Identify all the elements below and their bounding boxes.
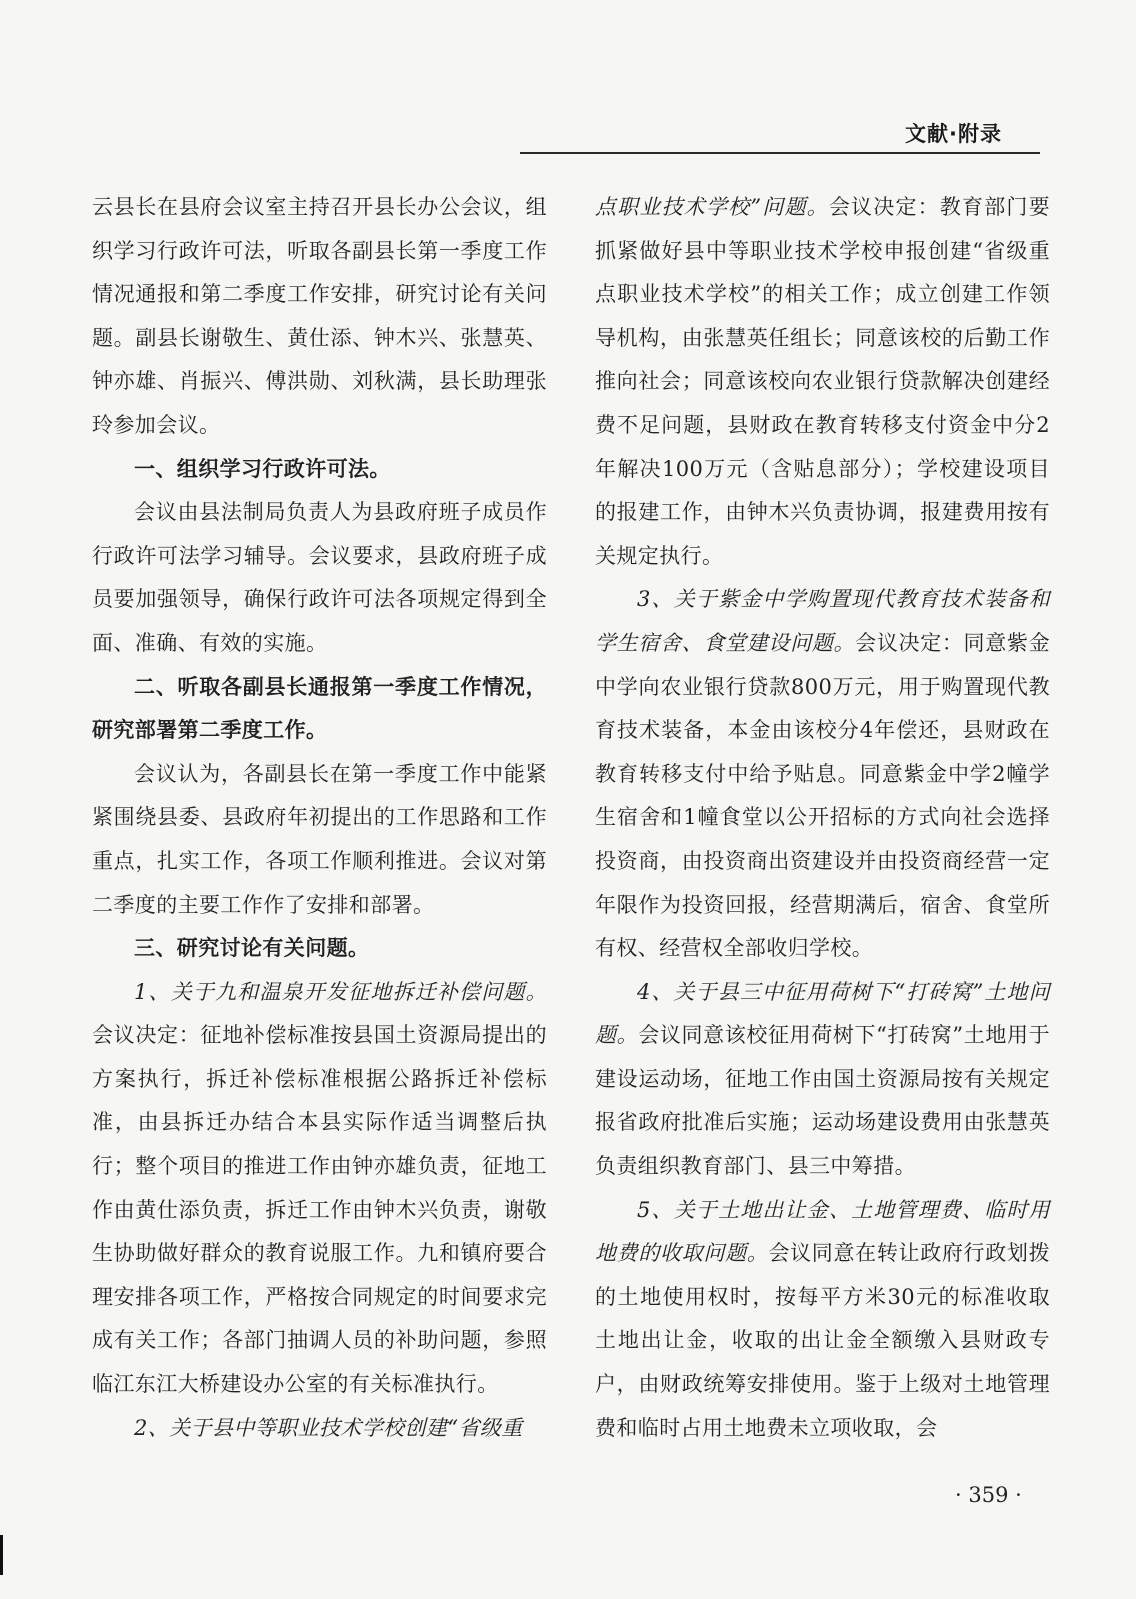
- left-column: [92, 186, 547, 1450]
- paragraph-law-study: 会议由县法制局负责人为县政府班子成员作行政许可法学习辅导。会议要求，县政府班子成员要加强领导，确保行政许可法各项规定得到全面、准确、有效的实施。: [92, 500, 547, 655]
- page-number: · 359 ·: [955, 1483, 1022, 1507]
- item-2-continued-lead: 点职业技术学校”问题。: [595, 195, 829, 219]
- item-1-lead: 1、关于九和温泉开发征地拆迁补偿问题。: [134, 979, 547, 1004]
- heading-3: 三、研究讨论有关问题。: [134, 936, 370, 961]
- item-4: [595, 971, 1050, 1189]
- item-2-continued: [595, 186, 1050, 578]
- item-1-body: 会议决定：征地补偿标准按县国土资源局提出的方案执行，拆迁补偿标准根据公路拆迁补偿标准，由县拆迁办结合本县实际作适当调整后执行；整个项目的推进工作由钟亦雄负责，征地工作由黄仕添负责，拆迁工作由钟木兴负责，谢敬生协助做好群众的教育说服工作。九和镇府要合理安排各项工作，严格按合同规定的时间要求完成有关工作；各部门抽调人员的补助问题，参照临江东江大桥建设办公室的有关标准执行。: [92, 1023, 547, 1397]
- binding-edge-mark: [0, 1535, 3, 1575]
- item-3-body: 会议决定：同意紫金中学向农业银行贷款800万元，用于购置现代教育技术装备，本金由该校分4年偿还，县财政在教育转移支付中给予贴息。同意紫金中学2幢学生宿舍和1幢食堂以公开招标的方式向社会选择投资商，由投资商出资建设并由投资商经营一定年限作为投资回报，经营期满后，宿舍、食堂所有权、经营权全部收归学校。: [595, 630, 1050, 961]
- section-header-title: 文献·附录: [905, 122, 1002, 146]
- item-1: [92, 971, 547, 1407]
- heading-1: 一、组织学习行政许可法。: [134, 456, 391, 481]
- item-2-start: [92, 1407, 547, 1451]
- paragraph-intro: 云县长在县府会议室主持召开县长办公会议，组织学习行政许可法，听取各副县长第一季度工作情况通报和第二季度工作安排，研究讨论有关问题。副县长谢敬生、黄仕添、钟木兴、张慧英、钟亦雄、肖振兴、傅洪勋、刘秋满，县长助理张玲参加会议。: [92, 195, 547, 437]
- paragraph-work-review: 会议认为，各副县长在第一季度工作中能紧紧围绕县委、县政府年初提出的工作思路和工作重点，扎实工作，各项工作顺利推进。会议对第二季度的主要工作作了安排和部署。: [92, 761, 547, 917]
- item-5-lead: 5、关于土地出让金、土地管理费、临时用地费的收取问题。: [595, 1197, 1050, 1266]
- item-5-body: 会议同意在转让政府行政划拨的土地使用权时，按每平方米30元的标准收取土地出让金，收取的出让金全额缴入县财政专户，由财政统筹安排使用。鉴于上级对土地管理费和临时占用土地费未立项收取，会: [595, 1241, 1050, 1440]
- item-4-lead: 4、关于县三中征用荷树下“打砖窝”土地问题。: [595, 979, 1050, 1048]
- header-rule: [520, 152, 1040, 154]
- item-5: [595, 1189, 1050, 1451]
- item-3-lead: 3、关于紫金中学购置现代教育技术装备和学生宿舍、食堂建设问题。: [595, 587, 1050, 655]
- item-3: [595, 578, 1050, 970]
- heading-2: 二、听取各副县长通报第一季度工作情况，研究部署第二季度工作。: [92, 674, 547, 743]
- right-column: [595, 186, 1050, 1450]
- item-2-lead: 2、关于县中等职业技术学校创建“省级重: [134, 1415, 523, 1440]
- item-4-body: 会议同意该校征用荷树下“打砖窝”土地用于建设运动场，征地工作由国土资源局按有关规定报省政府批准后实施；运动场建设费用由张慧英负责组织教育部门、县三中筹措。: [595, 1023, 1050, 1179]
- item-2-body: 会议决定：教育部门要抓紧做好县中等职业技术学校申报创建“省级重点职业技术学校”的相关工作；成立创建工作领导机构，由张慧英任组长；同意该校的后勤工作推向社会；同意该校向农业银行贷款解决创建经费不足问题，县财政在教育转移支付资金中分2年解决100万元（含贴息部分）；学校建设项目的报建工作，由钟木兴负责协调，报建费用按有关规定执行。: [595, 195, 1050, 568]
